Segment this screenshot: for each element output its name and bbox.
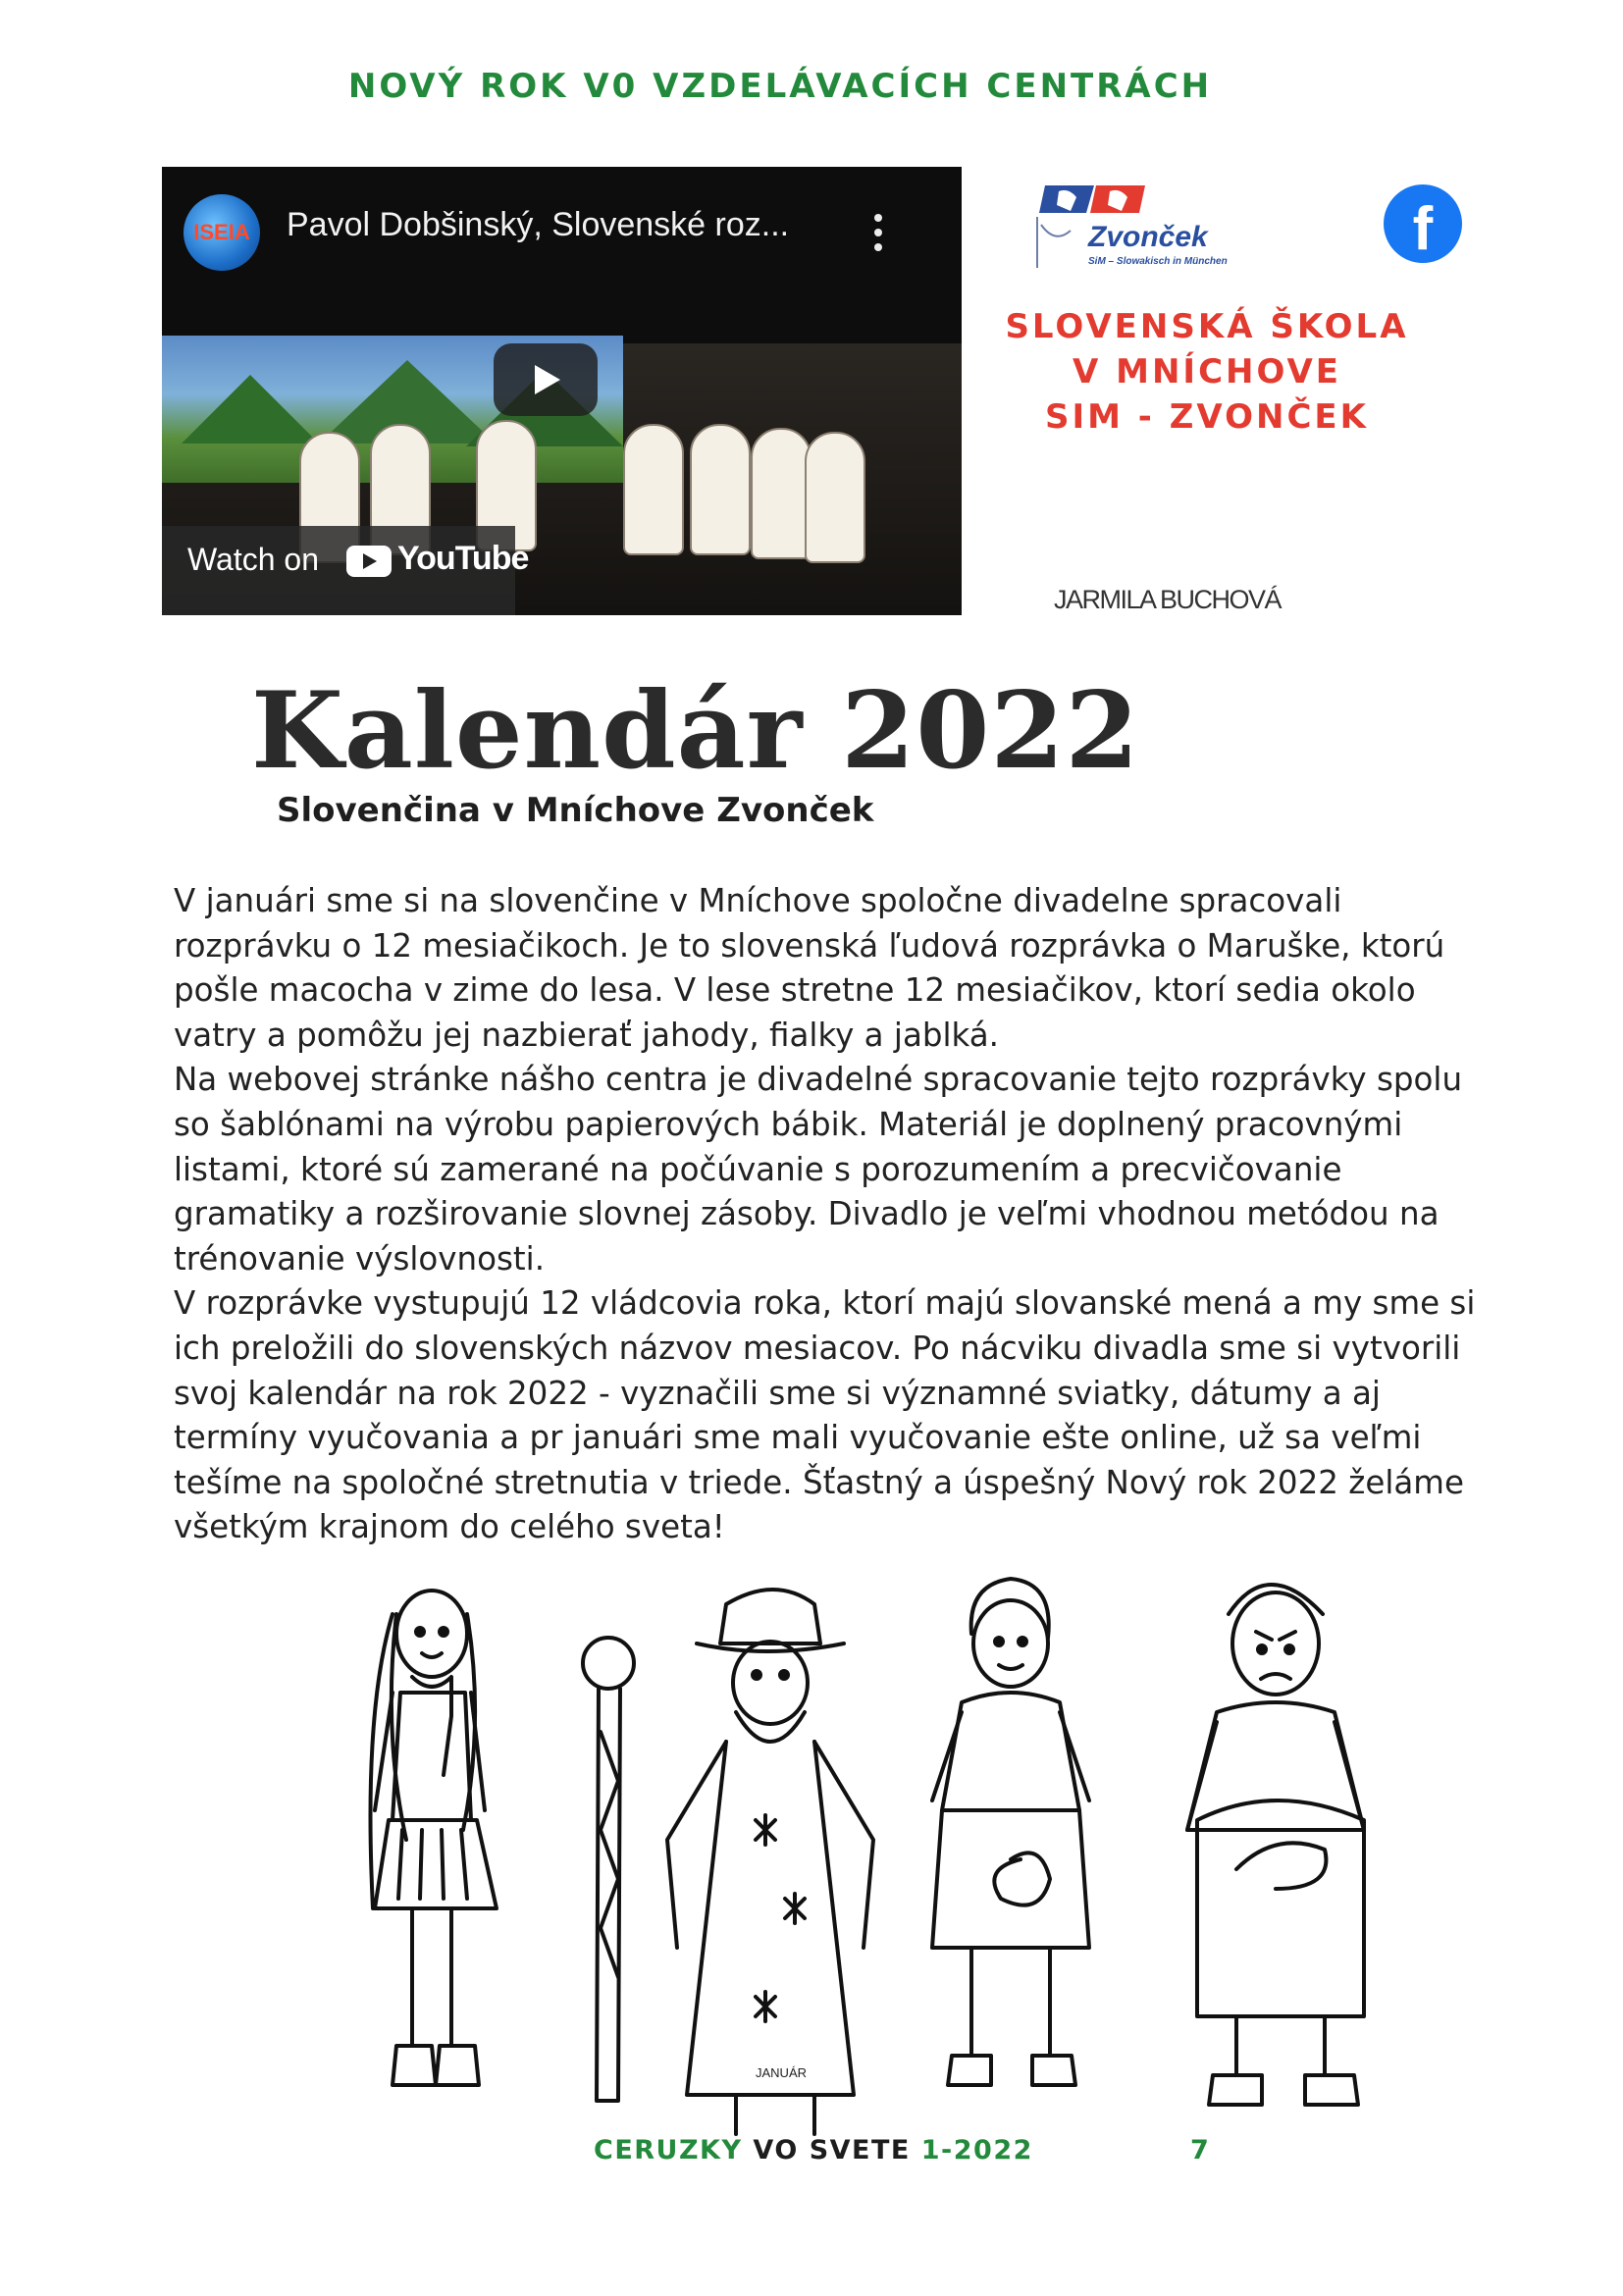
staff-figure (583, 1638, 634, 2101)
facebook-icon[interactable]: f (1384, 184, 1462, 263)
puppet-figure (623, 424, 684, 555)
footer-issue: 1-2022 (920, 2135, 1033, 2166)
kebab-menu-icon[interactable] (874, 214, 882, 255)
youtube-video-embed[interactable] (162, 167, 962, 615)
drawn-characters-image (324, 1575, 1482, 2144)
channel-avatar-icon[interactable]: ISEIA (183, 194, 260, 271)
school-name-line: SIM - ZVONČEK (1044, 397, 1369, 437)
article-paragraph: V rozprávke vystupujú 12 vládcovia roka, ktorí majú slovanské mená a my sme si ich preložili do slovenských názvov mesiacov. Po nácviku divadla sme si vytvorili svoj kalendár na rok 2022 - vyznačili sme si významné sviatky, dátumy a aj termíny vyučovania a pr januári sme mali vyučovanie ešte online, už sa veľmi tešíme na spoločné stretnutia v triede. Šťastný a úspešný Nový rok 2022 želáme všetkým krajnom do celého sveta! (174, 1284, 1476, 1546)
puppet-figures-illustration (324, 1575, 1482, 2144)
page-number: 7 (1190, 2135, 1209, 2166)
logo-tagline: SiM – Slowakisch in München (1088, 256, 1228, 267)
article-paragraph: V januári sme si na slovenčine v Mníchove spoločne divadelne spracovali rozprávku o 12 mesiačikoch. Je to slovenská ľudová rozprávka o Maruške, ktorú pošle macocha v zime do lesa. V lese stretne 12 mesiačikov, ktorí sedia okolo vatry a pomôžu jej nazbierať jahody, fialky a jablká. (174, 882, 1445, 1054)
logo-name: Zvonček (1088, 221, 1208, 253)
watch-on-label[interactable]: Watch on (187, 542, 319, 577)
school-name-line: SLOVENSKÁ ŠKOLA (1005, 307, 1409, 346)
mountain-shape (182, 375, 319, 444)
woman-figure (932, 1579, 1089, 2085)
video-title[interactable]: Pavol Dobšinský, Slovenské roz... (287, 206, 790, 243)
youtube-wordmark[interactable]: YouTube (397, 540, 529, 577)
puppet-figure (805, 432, 865, 563)
zvoncek-logo (1025, 182, 1281, 272)
footer-brand: CERUZKY (594, 2135, 743, 2166)
puppet-figure (751, 428, 812, 559)
footer-brand-suffix: VO SVETE (742, 2135, 921, 2166)
article-subtitle: Slovenčina v Mníchove Zvonček (277, 791, 874, 830)
girl-figure (371, 1591, 497, 2085)
article-body (174, 879, 1489, 1550)
stepmother-figure (1187, 1585, 1364, 2105)
page-header-title: NOVÝ ROK V0 VZDELÁVACÍCH CENTRÁCH (347, 67, 1213, 106)
puppet-figure (690, 424, 751, 555)
january-figure (667, 1590, 873, 2134)
illustration-month-label: JANUÁR (756, 2065, 808, 2080)
article-paragraph: Na webovej stránke nášho centra je divadelné spracovanie tejto rozprávky spolu so šablónami na výrobu papierových bábik. Materiál je doplnený pracovnými listami, ktoré sú zamerané na počúvanie s porozumením a precvičovanie gramatiky a rozširovanie slovnej zásoby. Divadlo je veľmi vhodnou metódou na trénovanie výslovnosti. (174, 1061, 1463, 1278)
school-name-line: V MNÍCHOVE (1072, 352, 1342, 391)
page-footer (594, 2135, 1033, 2166)
youtube-logo-icon[interactable] (346, 546, 392, 577)
school-name (981, 304, 1433, 440)
article-title: Kalendár 2022 (251, 669, 1140, 793)
author-name: JARMILA BUCHOVÁ (1054, 585, 1282, 614)
play-button[interactable] (494, 343, 598, 416)
